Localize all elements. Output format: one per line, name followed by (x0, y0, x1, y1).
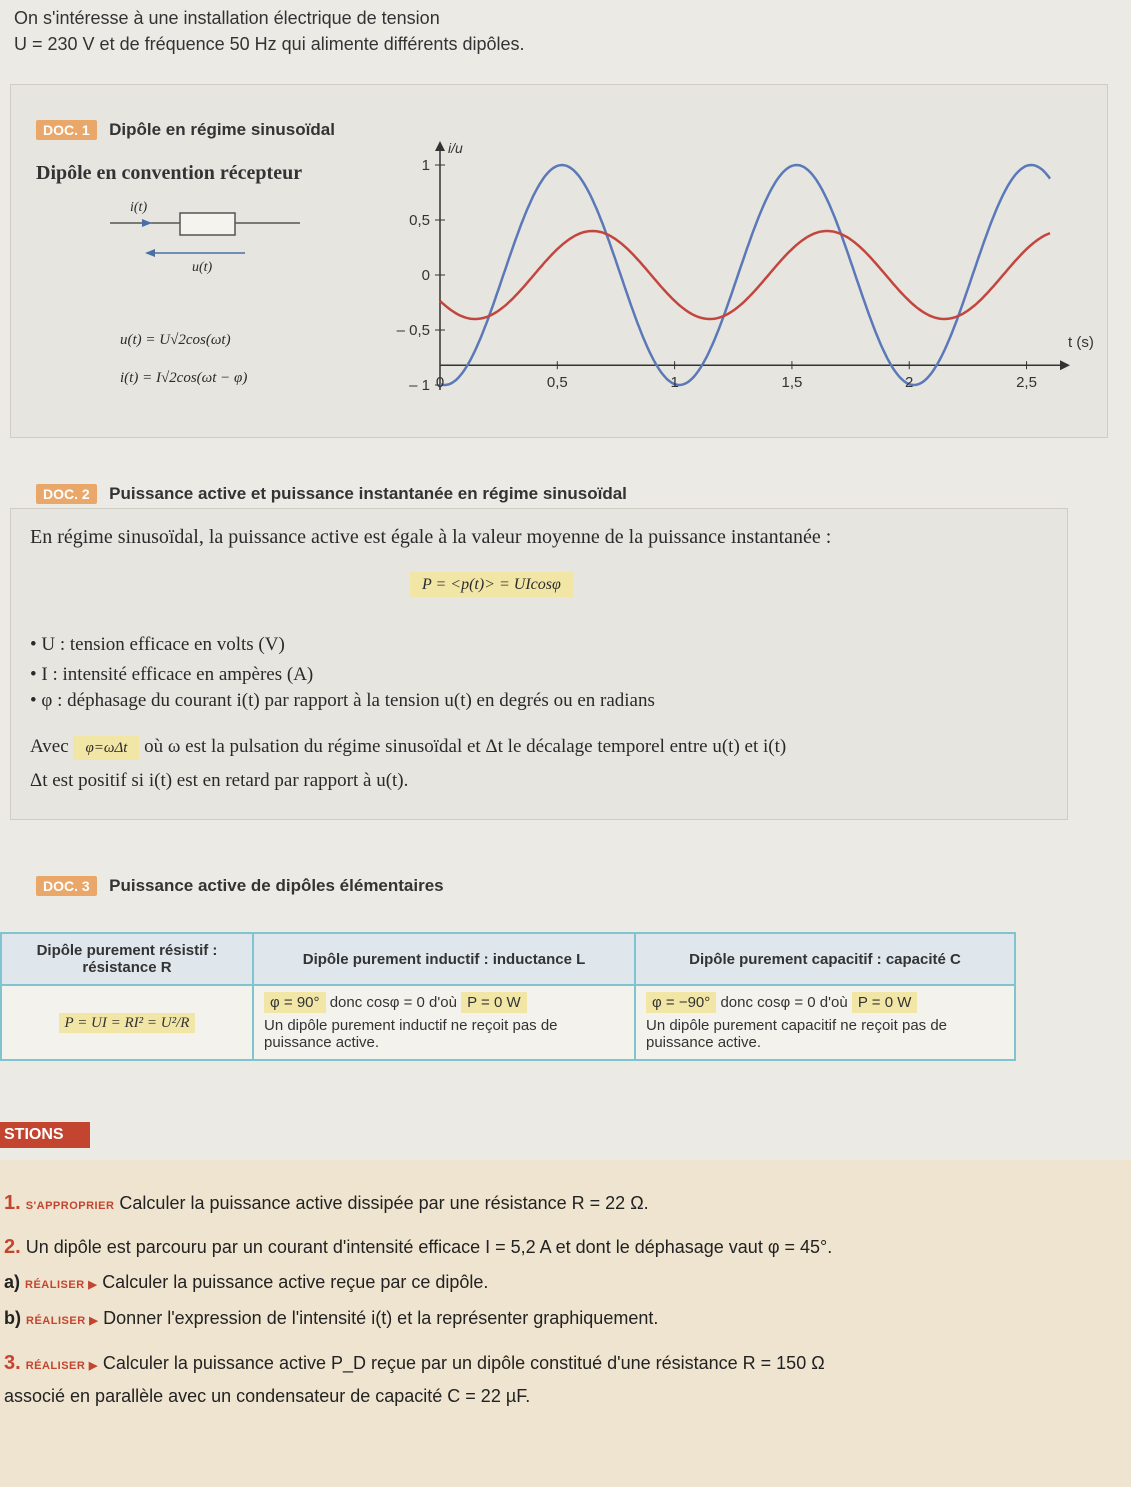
resistive-formula: P = UI = RI² = U²/R (59, 1013, 196, 1033)
doc1-header (36, 120, 335, 140)
q2a-tag: RÉALISER ▶ (25, 1279, 98, 1291)
q3-text: Calculer la puissance active P_D reçue par un dipôle constitué d'une résistance R = 150 Ω (102, 1353, 825, 1373)
header-capacitive: Dipôle purement capacitif : capacité C (635, 933, 1015, 985)
avec-suffix: où ω est la pulsation du régime sinusoïdal et Δt le décalage temporel entre u(t) et i(t) (144, 736, 787, 757)
formula-i: i(t) = I√2cos(ωt − φ) (120, 370, 248, 386)
inductive-phi: φ = 90° (264, 992, 326, 1013)
capacitive-phi: φ = −90° (646, 992, 716, 1013)
doc2-tag: DOC. 2 (36, 484, 97, 504)
x-axis-label: t (s) (1068, 334, 1094, 352)
x-tick-label: 1,5 (781, 374, 803, 392)
bullet-text: U : tension efficace en volts (V) (41, 634, 285, 655)
doc3-header (36, 876, 444, 896)
avec-prefix: Avec (30, 736, 69, 757)
question-3 (4, 1352, 825, 1375)
capacitive-text: Un dipôle purement capacitif ne reçoit pas de puissance active. (646, 1017, 948, 1051)
intro-line-2: U = 230 V et de fréquence 50 Hz qui alimente différents dipôles. (14, 34, 525, 54)
cell-inductive (253, 985, 635, 1060)
sinus-chart (385, 130, 1105, 430)
doc2-intro: En régime sinusoïdal, la puissance active est égale à la valeur moyenne de la puissance instantanée : (30, 526, 832, 548)
x-tick-label: 0,5 (546, 374, 568, 392)
doc2-bullet-3: • φ : déphasage du courant i(t) par rapport à la tension u(t) en degrés ou en radians (30, 690, 655, 711)
header-inductive: Dipôle purement inductif : inductance L (253, 933, 635, 985)
label-i: i(t) (130, 200, 148, 215)
y-tick-label: 1 (421, 157, 430, 174)
inductive-mid: donc cosφ = 0 d'où (329, 994, 457, 1011)
dipole-box (180, 213, 235, 235)
inductive-power: P = 0 W (461, 992, 527, 1013)
cell-capacitive (635, 985, 1015, 1060)
bullet-text: φ : déphasage du courant i(t) par rapport à la tension u(t) en degrés ou en radians (41, 690, 655, 711)
q2-num: 2. (4, 1236, 21, 1258)
question-2 (4, 1236, 832, 1259)
doc2-formula: P = <p(t)> = UIcosφ (410, 572, 573, 597)
voltage-arrow-head (145, 249, 155, 257)
doc3-tag: DOC. 3 (36, 876, 97, 896)
doc2-bullet-2: • I : intensité efficace en ampères (A) (30, 664, 314, 685)
y-tick-label: 0 (421, 267, 430, 284)
x-axis-arrow (1060, 360, 1070, 370)
x-tick-label: 0 (435, 374, 445, 392)
y-tick-label: 0,5 (409, 212, 430, 229)
q2b-tag: RÉALISER ▶ (26, 1315, 99, 1327)
current-arrow (142, 219, 152, 227)
y-axis-arrow (435, 141, 445, 151)
question-2a (4, 1272, 488, 1293)
capacitive-mid: donc cosφ = 0 d'où (720, 994, 848, 1011)
question-2b (4, 1308, 658, 1329)
doc1-subtitle: Dipôle en convention récepteur (36, 162, 303, 184)
doc1-title: Dipôle en régime sinusoïdal (109, 120, 335, 139)
inductive-text: Un dipôle purement inductif ne reçoit pas de puissance active. (264, 1017, 558, 1051)
avec-formula: φ=ωΔt (73, 736, 139, 760)
formula-u: u(t) = U√2cos(ωt) (120, 332, 231, 348)
x-tick-label: 2,5 (1016, 374, 1037, 392)
q2-text: Un dipôle est parcouru par un courant d'intensité efficace I = 5,2 A et dont le déphasage vaut φ = 45°. (25, 1237, 833, 1257)
question-1 (4, 1192, 649, 1215)
series-i-line (440, 231, 1050, 319)
questions-header: STIONS (0, 1122, 90, 1148)
doc2-bullet-1: • U : tension efficace en volts (V) (30, 634, 285, 655)
label-u: u(t) (192, 260, 213, 275)
doc1-tag: DOC. 1 (36, 120, 97, 140)
q1-num: 1. (4, 1192, 21, 1214)
bullet-text: I : intensité efficace en ampères (A) (41, 664, 314, 685)
doc2-header (36, 484, 627, 504)
cell-resistive (1, 985, 253, 1060)
series-u-line (440, 165, 1050, 385)
q3-tag: RÉALISER ▶ (25, 1360, 98, 1372)
question-3-continued: associé en parallèle avec un condensateur de capacité C = 22 µF. (4, 1386, 531, 1406)
y-tick-label: – 0,5 (396, 322, 430, 339)
q3-num: 3. (4, 1352, 21, 1374)
x-tick-label: 2 (905, 374, 914, 392)
y-axis-label: i/u (448, 140, 463, 156)
doc3-title: Puissance active de dipôles élémentaires (109, 876, 444, 895)
q2b-text: Donner l'expression de l'intensité i(t) et la représenter graphiquement. (103, 1308, 659, 1328)
intro-line-1: On s'intéresse à une installation électrique de tension (14, 8, 440, 28)
doc2-delta-line: Δt est positif si i(t) est en retard par rapport à u(t). (30, 770, 409, 791)
doc2-avec-line (30, 736, 786, 758)
q2a-text: Calculer la puissance active reçue par ce dipôle. (102, 1272, 489, 1292)
doc3-table (0, 932, 1016, 1061)
q1-text: Calculer la puissance active dissipée par une résistance R = 22 Ω. (119, 1193, 649, 1213)
q2b-num: b) (4, 1308, 21, 1328)
q2a-num: a) (4, 1272, 21, 1292)
x-tick-label: 1 (670, 374, 679, 392)
header-resistive: Dipôle purement résistif : résistance R (1, 933, 253, 985)
y-tick-label: – 1 (409, 377, 430, 394)
capacitive-power: P = 0 W (852, 992, 918, 1013)
q1-tag: S'APPROPRIER (25, 1200, 115, 1212)
doc2-title: Puissance active et puissance instantanée en régime sinusoïdal (109, 484, 627, 503)
